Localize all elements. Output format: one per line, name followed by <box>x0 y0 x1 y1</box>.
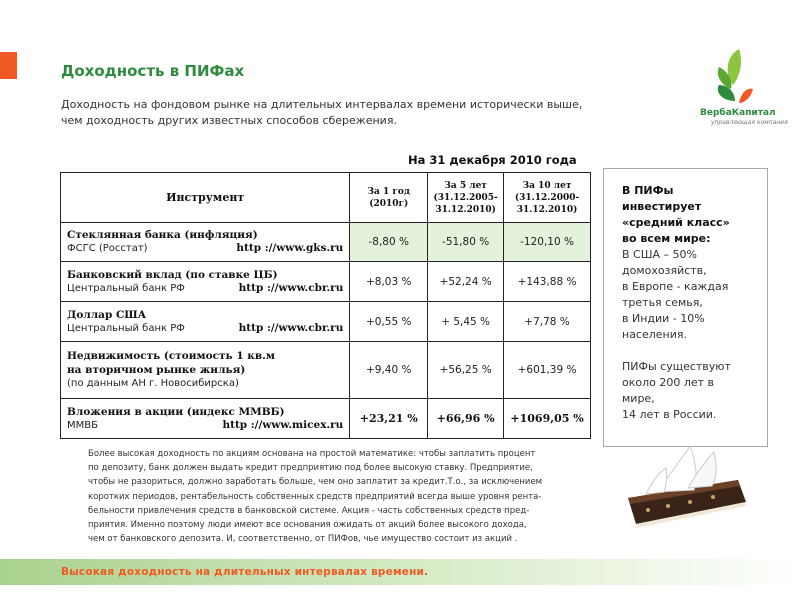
footnote-line: чем от банковского депозита. И, соответственно, от ПИФов, чье имущество состоит из акций . <box>88 534 518 545</box>
cake-ship-illustration-icon <box>618 440 758 530</box>
footnote-line: чтобы не разориться, должно заработать больше, чем оно заплатит за кредит.Т.о., за исключением <box>88 477 543 488</box>
value-1-year: +9,40 % <box>350 342 428 399</box>
source-url: http ://www.micex.ru <box>222 418 344 431</box>
infobox-line: 14 лет в России. <box>622 408 717 421</box>
middle-class-infobox <box>603 168 768 447</box>
source-url: http ://www.cbr.ru <box>238 281 344 294</box>
value-10-years: -120,10 % <box>504 223 591 262</box>
value-5-years: +66,96 % <box>428 399 504 439</box>
instrument-source <box>67 377 343 391</box>
table-row <box>61 223 591 262</box>
value-1-year: +8,03 % <box>350 262 428 302</box>
bottom-banner-text: Высокая доходность на длительных интервалах времени. <box>61 566 429 578</box>
value-1-year: +0,55 % <box>350 302 428 342</box>
source-url: http ://www.cbr.ru <box>238 321 344 334</box>
intro-text: Доходность на фондовом рынке на длительных интервалах времени исторически выше, чем доходность других известных способов сбережения. <box>61 98 583 127</box>
source-url: http ://www.gks.ru <box>236 242 344 254</box>
date-label: На 31 декабря 2010 года <box>408 153 577 167</box>
instrument-name: Недвижимость (стоимость 1 кв.м <box>67 350 275 362</box>
table-row <box>61 399 591 439</box>
infobox-heading: во всем мире: <box>622 232 711 245</box>
infobox-line: ПИФы существуют <box>622 360 731 373</box>
header-10-years <box>504 173 591 223</box>
value-1-year: -8,80 % <box>350 223 428 262</box>
instrument-source <box>67 419 343 433</box>
footnote-line: коротких периодов, рентабельность собственных средств предприятий всегда выше уровня рента- <box>88 491 542 502</box>
table-header-row <box>61 173 591 223</box>
value-10-years: +7,78 % <box>504 302 591 342</box>
table-row <box>61 302 591 342</box>
infobox-line: мире, <box>622 392 655 405</box>
header-1-year-line: За 1 год <box>367 186 410 197</box>
infobox-heading: В ПИФы <box>622 184 674 197</box>
value-5-years: +52,24 % <box>428 262 504 302</box>
footnote-line: бельности привлечения средств в банковской системе. Акция - часть собственных средств пред- <box>88 505 530 516</box>
infobox-line: В США – 50% <box>622 248 697 261</box>
source-name: Центральный банк РФ <box>67 282 185 294</box>
instrument-source <box>67 322 343 336</box>
instrument-cell <box>61 262 350 302</box>
infobox-line: в Индии - 10% <box>622 312 705 325</box>
infobox-line: около 200 лет в <box>622 376 715 389</box>
footnote-line: Более высокая доходность по акциям основана на простой математике: чтобы заплатить процент <box>88 449 536 459</box>
accent-bar <box>0 52 17 79</box>
source-name: ММВБ <box>67 419 98 431</box>
instrument-cell <box>61 223 350 262</box>
logo-name: ВербаКапитал <box>700 108 776 118</box>
page-title: Доходность в ПИФах <box>61 62 245 80</box>
value-10-years: +601,39 % <box>504 342 591 399</box>
header-5-years-line: За 5 лет <box>444 180 487 191</box>
logo-tagline: управляющая компания <box>711 119 788 126</box>
instrument-cell <box>61 399 350 439</box>
instrument-name: Стеклянная банка (инфляция) <box>67 229 258 241</box>
source-name: Центральный банк РФ <box>67 322 185 334</box>
header-10-years-to: 31.12.2010) <box>516 204 578 215</box>
footnote-line: по депозиту, банк должен выдать кредит предприятию под более высокую ставку. Предприятие, <box>88 463 533 474</box>
table-row <box>61 342 591 399</box>
header-10-years-from: (31.12.2000- <box>514 192 580 203</box>
header-5-years-to: 31.12.2010) <box>435 204 496 215</box>
infobox-line: третья семья, <box>622 296 703 309</box>
value-1-year: +23,21 % <box>350 399 428 439</box>
infobox-heading: инвестирует <box>622 200 702 213</box>
infobox-heading: «средний класс» <box>622 216 730 229</box>
header-10-years-line: За 10 лет <box>522 180 572 191</box>
header-5-years-from: (31.12.2005- <box>433 192 498 203</box>
header-1-year-range: (2010г) <box>369 198 409 209</box>
instrument-name: Доллар США <box>67 308 147 321</box>
header-5-years <box>428 173 504 223</box>
instrument-name-cont: на вторичном рынке жилья) <box>67 364 246 376</box>
value-10-years: +143,88 % <box>504 262 591 302</box>
value-5-years: +56,25 % <box>428 342 504 399</box>
instrument-name: Вложения в акции (индекс ММВБ) <box>67 405 285 418</box>
header-instrument: Инструмент <box>61 173 350 223</box>
footnote-text <box>88 447 588 546</box>
infobox-spacer <box>622 343 757 359</box>
source-name: (по данным АН г. Новосибирска) <box>67 378 239 389</box>
source-name: ФСГС (Росстат) <box>67 243 148 254</box>
instrument-cell <box>61 342 350 399</box>
instrument-source <box>67 242 343 256</box>
instrument-cell <box>61 302 350 342</box>
returns-table <box>60 172 591 439</box>
infobox-line: населения. <box>622 328 688 341</box>
header-1-year <box>350 173 428 223</box>
value-10-years: +1069,05 % <box>504 399 591 439</box>
infobox-line: в Европе - каждая <box>622 280 729 293</box>
instrument-name: Банковский вклад (по ставке ЦБ) <box>67 268 278 281</box>
value-5-years: -51,80 % <box>428 223 504 262</box>
table-row <box>61 262 591 302</box>
footnote-line: приятия. Именно поэтому люди имеют все основания ожидать от акций более высокого дохода, <box>88 520 527 531</box>
infobox-line: домохозяйств, <box>622 264 707 277</box>
instrument-source <box>67 282 343 296</box>
value-5-years: + 5,45 % <box>428 302 504 342</box>
